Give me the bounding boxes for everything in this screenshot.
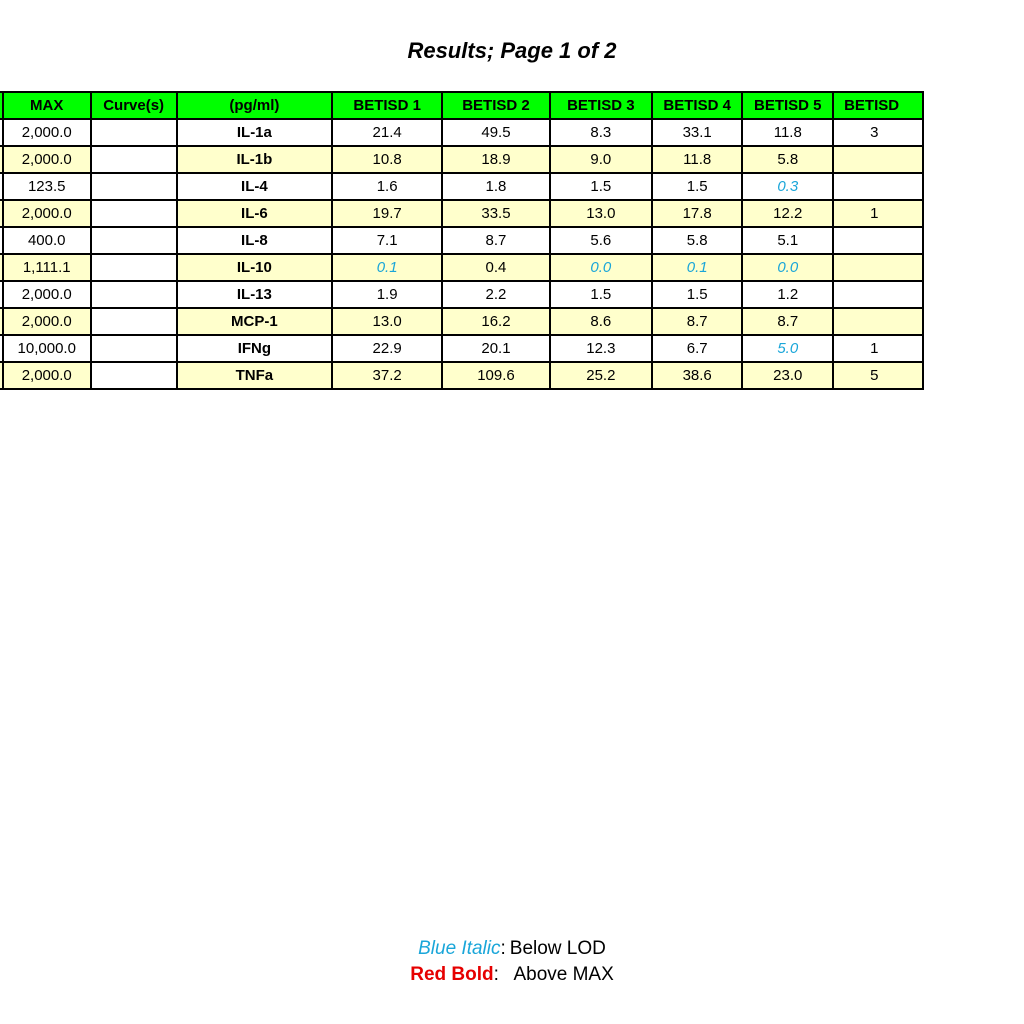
legend-blue-text: Below LOD <box>509 938 606 959</box>
value-cell-betisd-1: 7.1 <box>332 227 442 254</box>
value-cell-betisd-3: 12.3 <box>550 335 652 362</box>
value-cell-betisd-4: 0.1 <box>652 254 743 281</box>
value-cell-betisd-2: 2.2 <box>442 281 550 308</box>
column-header-betisd-5: BETISD 5 <box>742 92 833 119</box>
value-cell-betisd-1: 1.9 <box>332 281 442 308</box>
max-cell: 2,000.0 <box>3 200 91 227</box>
value-cell-betisd-1: 37.2 <box>332 362 442 389</box>
value-cell-betisd-6 <box>833 281 923 308</box>
table-row <box>0 119 923 146</box>
legend-blue-label: Blue Italic <box>418 938 501 959</box>
value-cell-betisd-4: 38.6 <box>652 362 743 389</box>
max-cell: 2,000.0 <box>3 146 91 173</box>
value-cell-betisd-6 <box>833 146 923 173</box>
column-header-betisd-4: BETISD 4 <box>652 92 743 119</box>
value-cell-betisd-4: 17.8 <box>652 200 743 227</box>
value-cell-betisd-4: 33.1 <box>652 119 743 146</box>
curve-cell <box>91 227 177 254</box>
curve-cell <box>91 362 177 389</box>
column-header-betisd-2: BETISD 2 <box>442 92 550 119</box>
value-cell-betisd-4: 1.5 <box>652 281 743 308</box>
analyte-cell: IFNg <box>177 335 333 362</box>
curve-cell <box>91 308 177 335</box>
value-cell-betisd-4: 5.8 <box>652 227 743 254</box>
max-cell: 2,000.0 <box>3 281 91 308</box>
column-header-betisd-1: BETISD 1 <box>332 92 442 119</box>
analyte-cell: MCP-1 <box>177 308 333 335</box>
curve-cell <box>91 173 177 200</box>
analyte-cell: IL-13 <box>177 281 333 308</box>
value-cell-betisd-1: 0.1 <box>332 254 442 281</box>
value-cell-betisd-2: 20.1 <box>442 335 550 362</box>
table-row <box>0 173 923 200</box>
max-cell: 1,111.1 <box>3 254 91 281</box>
value-cell-betisd-5: 0.3 <box>742 173 833 200</box>
value-cell-betisd-5: 1.2 <box>742 281 833 308</box>
legend-blue-separator: : <box>500 938 506 959</box>
value-cell-betisd-3: 0.0 <box>550 254 652 281</box>
value-cell-betisd-1: 1.6 <box>332 173 442 200</box>
analyte-cell: IL-8 <box>177 227 333 254</box>
table-row <box>0 281 923 308</box>
table-row <box>0 254 923 281</box>
column-header-betisd-3: BETISD 3 <box>550 92 652 119</box>
max-cell: 123.5 <box>3 173 91 200</box>
results-table <box>0 91 924 390</box>
max-cell: 2,000.0 <box>3 362 91 389</box>
value-cell-betisd-3: 9.0 <box>550 146 652 173</box>
value-cell-betisd-2: 8.7 <box>442 227 550 254</box>
value-cell-betisd-2: 1.8 <box>442 173 550 200</box>
legend-above-max <box>0 964 1024 986</box>
value-cell-betisd-2: 49.5 <box>442 119 550 146</box>
table-row <box>0 200 923 227</box>
value-cell-betisd-1: 22.9 <box>332 335 442 362</box>
legend-below-lod <box>0 938 1024 960</box>
value-cell-betisd-4: 8.7 <box>652 308 743 335</box>
column-header-units: (pg/ml) <box>177 92 333 119</box>
value-cell-betisd-5: 11.8 <box>742 119 833 146</box>
value-cell-betisd-5: 5.8 <box>742 146 833 173</box>
analyte-cell: IL-10 <box>177 254 333 281</box>
value-cell-betisd-1: 21.4 <box>332 119 442 146</box>
value-cell-betisd-3: 1.5 <box>550 281 652 308</box>
analyte-cell: IL-6 <box>177 200 333 227</box>
value-cell-betisd-2: 18.9 <box>442 146 550 173</box>
curve-cell <box>91 200 177 227</box>
value-cell-betisd-1: 13.0 <box>332 308 442 335</box>
legend-red-text: Above MAX <box>513 964 614 985</box>
legend-red-label: Red Bold <box>410 964 494 985</box>
value-cell-betisd-5: 5.0 <box>742 335 833 362</box>
value-cell-betisd-3: 25.2 <box>550 362 652 389</box>
value-cell-betisd-4: 11.8 <box>652 146 743 173</box>
value-cell-betisd-2: 33.5 <box>442 200 550 227</box>
page-title: Results; Page 1 of 2 <box>407 38 617 63</box>
analyte-cell: IL-1a <box>177 119 333 146</box>
value-cell-betisd-6 <box>833 173 923 200</box>
table-row <box>0 146 923 173</box>
analyte-cell: IL-1b <box>177 146 333 173</box>
curve-cell <box>91 119 177 146</box>
value-cell-betisd-2: 0.4 <box>442 254 550 281</box>
value-cell-betisd-5: 23.0 <box>742 362 833 389</box>
value-cell-betisd-5: 12.2 <box>742 200 833 227</box>
analyte-cell: TNFa <box>177 362 333 389</box>
value-cell-betisd-5: 5.1 <box>742 227 833 254</box>
value-cell-betisd-6 <box>833 308 923 335</box>
value-cell-betisd-3: 8.3 <box>550 119 652 146</box>
value-cell-betisd-5: 0.0 <box>742 254 833 281</box>
curve-cell <box>91 146 177 173</box>
legend-red-separator: : <box>493 964 499 985</box>
curve-cell <box>91 254 177 281</box>
value-cell-betisd-3: 1.5 <box>550 173 652 200</box>
value-cell-betisd-4: 6.7 <box>652 335 743 362</box>
value-cell-betisd-2: 16.2 <box>442 308 550 335</box>
max-cell: 10,000.0 <box>3 335 91 362</box>
value-cell-betisd-4: 1.5 <box>652 173 743 200</box>
table-header-row <box>0 92 923 119</box>
table-row <box>0 335 923 362</box>
table-row <box>0 308 923 335</box>
column-header-max: MAX <box>3 92 91 119</box>
table-row <box>0 227 923 254</box>
value-cell-betisd-3: 8.6 <box>550 308 652 335</box>
value-cell-betisd-2: 109.6 <box>442 362 550 389</box>
max-cell: 2,000.0 <box>3 119 91 146</box>
value-cell-betisd-6: 1 <box>833 335 923 362</box>
max-cell: 400.0 <box>3 227 91 254</box>
curve-cell <box>91 335 177 362</box>
value-cell-betisd-1: 19.7 <box>332 200 442 227</box>
column-header-curves: Curve(s) <box>91 92 177 119</box>
value-cell-betisd-6: 1 <box>833 200 923 227</box>
value-cell-betisd-6: 3 <box>833 119 923 146</box>
value-cell-betisd-3: 5.6 <box>550 227 652 254</box>
column-header-betisd-6: BETISD <box>833 92 923 119</box>
value-cell-betisd-6: 5 <box>833 362 923 389</box>
table-row <box>0 362 923 389</box>
value-cell-betisd-3: 13.0 <box>550 200 652 227</box>
value-cell-betisd-5: 8.7 <box>742 308 833 335</box>
curve-cell <box>91 281 177 308</box>
max-cell: 2,000.0 <box>3 308 91 335</box>
value-cell-betisd-6 <box>833 254 923 281</box>
value-cell-betisd-1: 10.8 <box>332 146 442 173</box>
analyte-cell: IL-4 <box>177 173 333 200</box>
value-cell-betisd-6 <box>833 227 923 254</box>
